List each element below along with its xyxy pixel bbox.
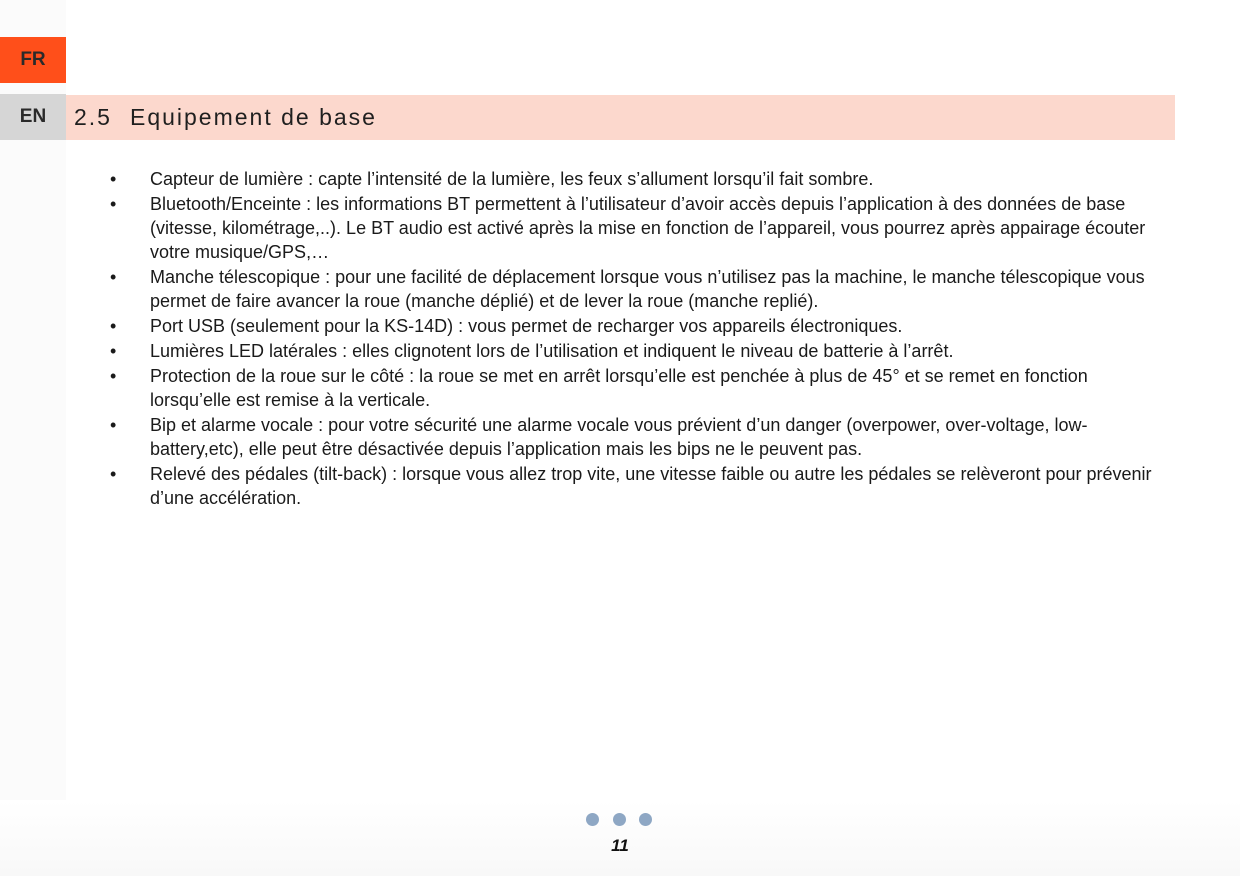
list-item — [110, 265, 1170, 313]
list-item — [110, 339, 1170, 363]
list-item — [110, 314, 1170, 338]
list-item — [110, 364, 1170, 412]
bullet-icon: • — [110, 366, 117, 386]
feature-text: Capteur de lumière : capte l’intensité de la lumière, les feux s’allument lorsqu’il fait sombre. — [150, 169, 874, 189]
feature-text: Bip et alarme vocale : pour votre sécurité une alarme vocale vous prévient d’un danger (overpower, over-voltage, low-battery,etc), elle peut être désactivée depuis l’application mais les bips ne le peuvent pas. — [150, 415, 1088, 459]
feature-text: Protection de la roue sur le côté : la roue se met en arrêt lorsqu’elle est penchée à plus de 45° et se remet en fonction lorsqu’elle est remise à la verticale. — [150, 366, 1088, 410]
section-number: 2.5 — [74, 104, 112, 130]
list-item — [110, 413, 1170, 461]
feature-list — [110, 167, 1170, 511]
list-item — [110, 167, 1170, 191]
list-item — [110, 462, 1170, 510]
feature-text: Lumières LED latérales : elles clignotent lors de l’utilisation et indiquent le niveau de batterie à l’arrêt. — [150, 341, 954, 361]
dot-icon — [586, 813, 599, 826]
bullet-icon: • — [110, 464, 117, 484]
bullet-icon: • — [110, 194, 117, 214]
dot-icon — [639, 813, 652, 826]
bullet-icon: • — [110, 316, 117, 336]
page-dots-ornament — [586, 813, 652, 827]
bullet-icon: • — [110, 341, 117, 361]
bullet-icon: • — [110, 169, 117, 189]
section-title: Equipement de base — [129, 104, 377, 130]
list-item — [110, 192, 1170, 264]
bullet-icon: • — [110, 415, 117, 435]
feature-text: Manche télescopique : pour une facilité de déplacement lorsque vous n’utilisez pas la machine, le manche télescopique vous permet de faire avancer la roue (manche déplié) et de lever la roue (manche replié). — [150, 267, 1145, 311]
feature-text: Port USB (seulement pour la KS-14D) : vous permet de recharger vos appareils électroniques. — [150, 316, 903, 336]
feature-text: Bluetooth/Enceinte : les informations BT permettent à l’utilisateur d’avoir accès depuis l’application à des données de base (vitesse, kilométrage,..). Le BT audio est activé après la mise en fonction de l’appareil, vous pourrez après appairage écouter votre musique/GPS,… — [150, 194, 1146, 262]
section-header — [66, 95, 1175, 140]
dot-icon — [613, 813, 626, 826]
language-tab-en[interactable]: EN — [0, 94, 66, 140]
language-tab-fr[interactable]: FR — [0, 37, 66, 83]
page-number: 11 — [611, 836, 629, 855]
bullet-icon: • — [110, 267, 117, 287]
feature-text: Relevé des pédales (tilt-back) : lorsque vous allez trop vite, une vitesse faible ou autre les pédales se relèveront pour prévenir d’une accélération. — [150, 464, 1152, 508]
